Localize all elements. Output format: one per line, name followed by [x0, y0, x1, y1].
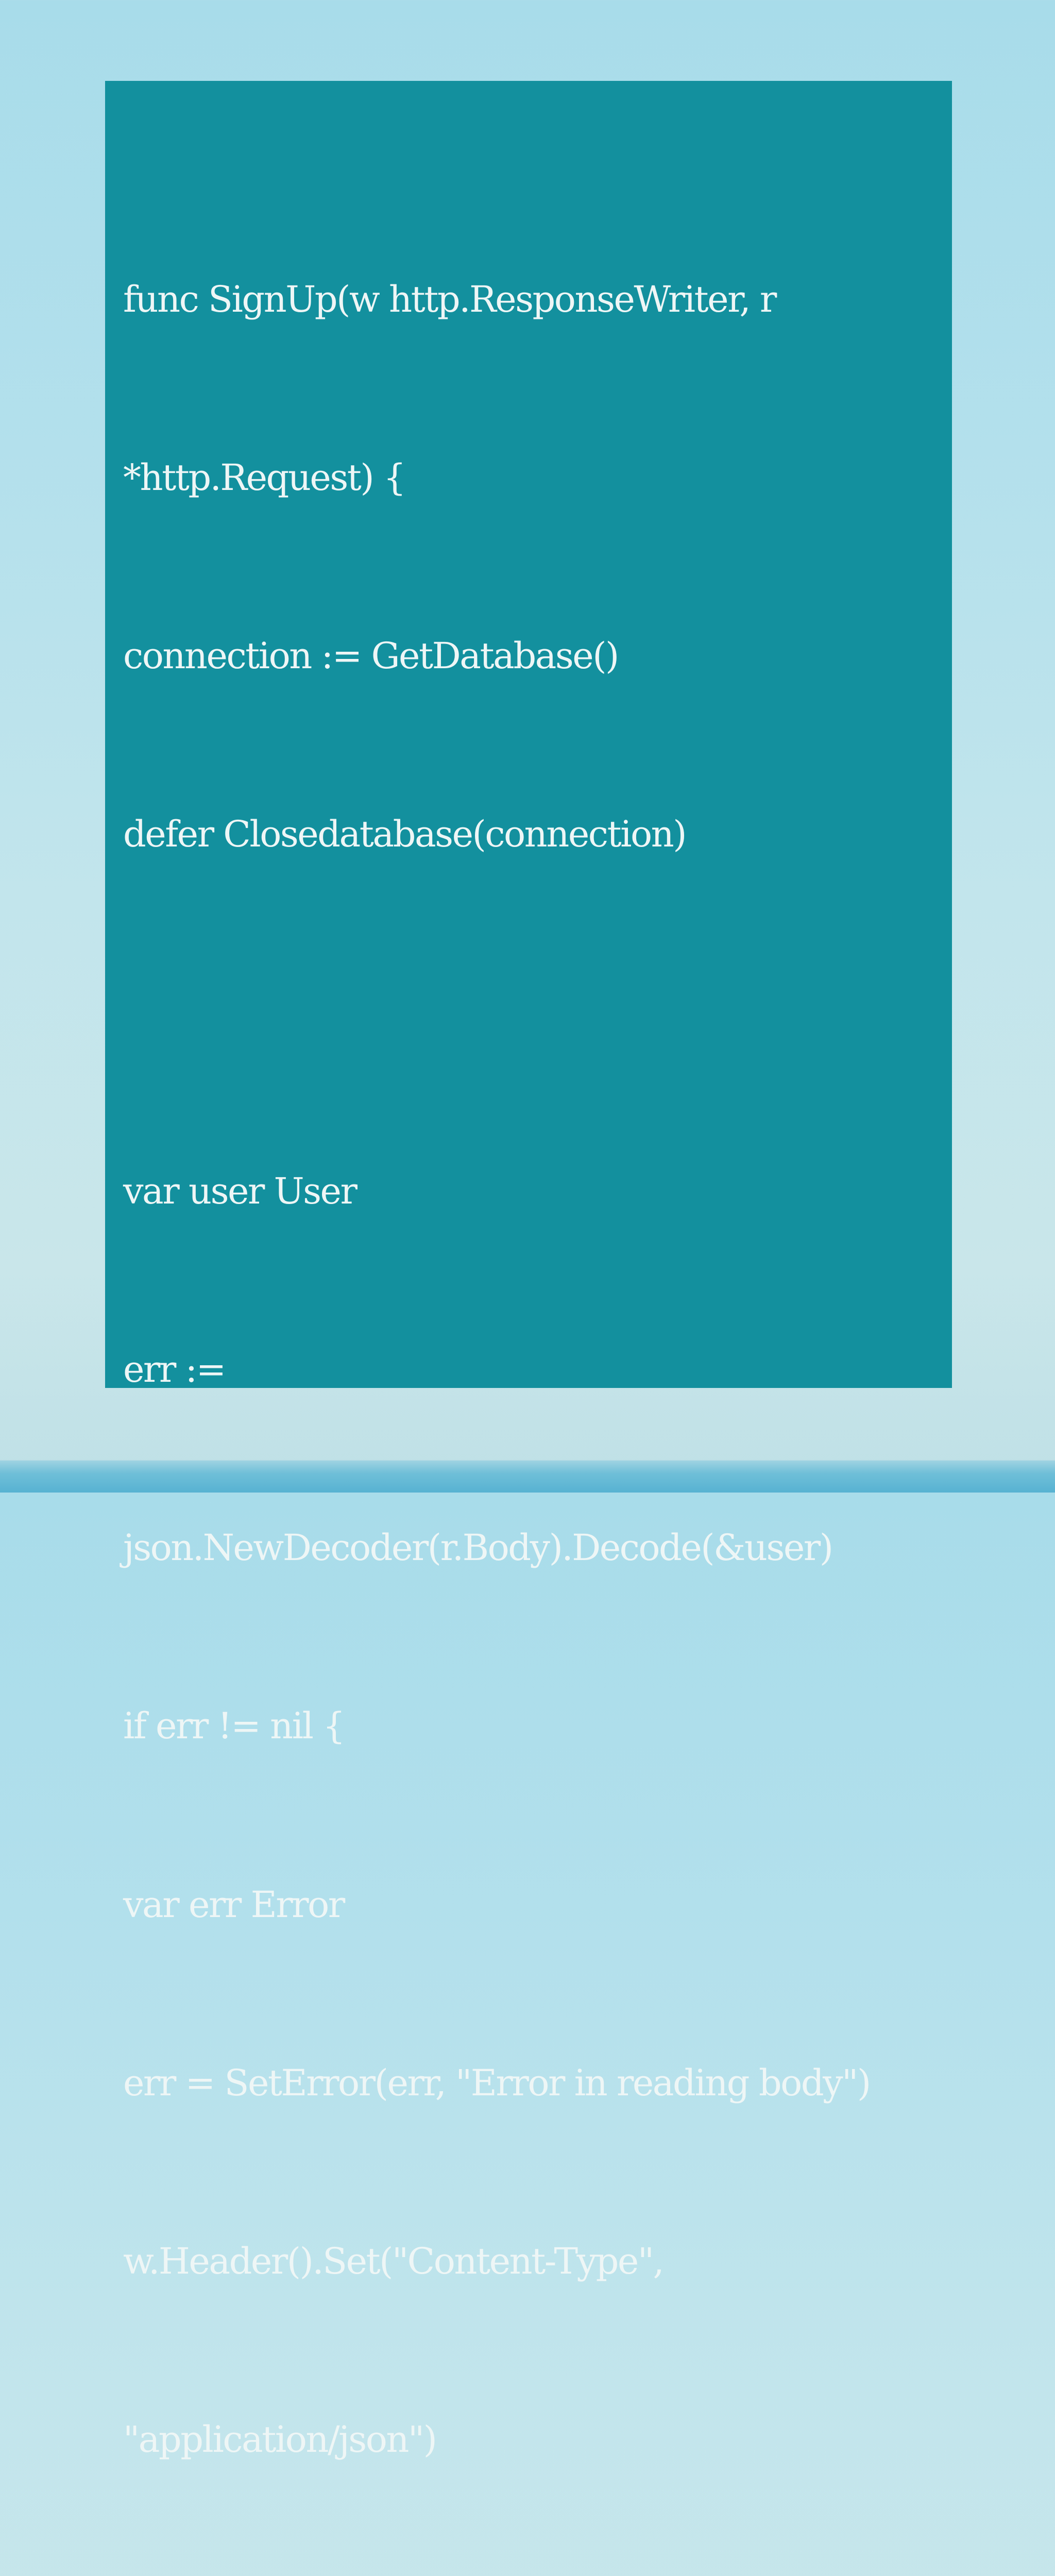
- code-line: w.Header().Set("Content-Type",: [123, 2240, 663, 2283]
- code-line: connection := GetDatabase(): [123, 635, 618, 677]
- code-block: [123, 151, 947, 2576]
- code-line: json.NewDecoder(r.Body).Decode(&user): [123, 1527, 832, 1569]
- code-line-blank: [123, 984, 947, 1043]
- code-line: "application/json"): [123, 2418, 436, 2461]
- code-line: var err Error: [123, 1883, 344, 1926]
- code-line: *http.Request) {: [123, 456, 405, 499]
- code-line: defer Closedatabase(connection): [123, 813, 686, 856]
- code-line: if err != nil {: [123, 1705, 345, 1748]
- code-line: err :=: [123, 1348, 225, 1391]
- code-line: func SignUp(w http.ResponseWriter, r: [123, 278, 776, 320]
- code-line: err = SetError(err, "Error in reading body"): [123, 2061, 870, 2104]
- code-line: var user User: [123, 1170, 356, 1212]
